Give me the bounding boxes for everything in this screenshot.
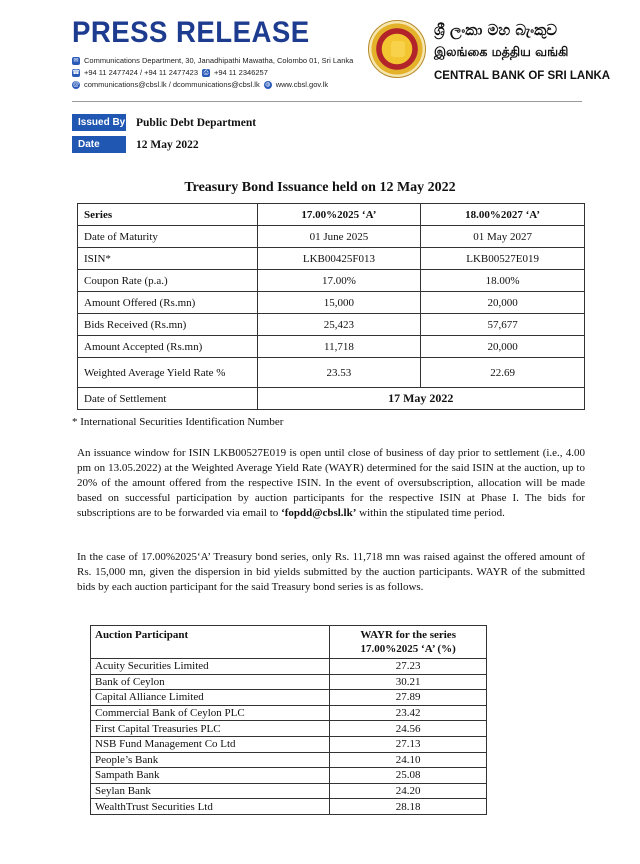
cbsl-emblem-logo — [368, 20, 426, 78]
cell-value: 18.00% — [421, 270, 585, 292]
cell-value: 22.69 — [421, 358, 585, 388]
mail-icon: ✉ — [73, 57, 79, 64]
participant-wayr: 24.10 — [330, 752, 487, 768]
phone-icon: ☎ — [72, 69, 80, 76]
fax-icon: ⎙ — [203, 69, 209, 76]
participant-wayr: 24.56 — [330, 721, 487, 737]
date-label: Date — [72, 136, 126, 153]
header-participant: Auction Participant — [91, 626, 330, 659]
cell-value: 01 May 2027 — [421, 226, 585, 248]
participant-name: NSB Fund Management Co Ltd — [91, 736, 330, 752]
cell-value: 15,000 — [257, 292, 421, 314]
participant-name: Bank of Ceylon — [91, 674, 330, 690]
issued-by-label: Issued By — [72, 114, 126, 131]
email-link[interactable]: ‘fopdd@cbsl.lk’ — [281, 506, 357, 519]
press-release-header — [0, 0, 640, 100]
bank-name-sinhala: ශ්‍රී ලංකා මහ බැංකුව — [434, 21, 558, 39]
bank-name-english: CENTRAL BANK OF SRI LANKA — [434, 70, 611, 82]
globe-icon: ◍ — [265, 81, 271, 88]
participant-name: Seylan Bank — [91, 783, 330, 799]
cell-value: 20,000 — [421, 336, 585, 358]
header-series-b: 18.00%2027 ‘A’ — [421, 204, 585, 226]
dispersion-paragraph: In the case of 17.00%2025‘A’ Treasury bond series, only Rs. 11,718 mn was raised against the offered amount of Rs. 15,000 mn, given the dispersion in bid yields submitted by the auction participants. WAYR of the submitted bids by each auction participant for the said Treasury bond series is as follows. — [77, 551, 585, 593]
settlement-label: Date of Settlement — [78, 388, 258, 410]
table-row — [91, 736, 487, 752]
header-wayr-line1: WAYR for the series — [360, 629, 456, 641]
email-text[interactable]: communications@cbsl.lk / dcommunications@cbsl.lk — [84, 80, 260, 89]
cell-value: LKB00425F013 — [257, 248, 421, 270]
participant-wayr: 25.08 — [330, 768, 487, 784]
row-label: Bids Received (Rs.mn) — [78, 314, 258, 336]
participant-wayr: 27.23 — [330, 659, 487, 675]
phone-text: +94 11 2477424 / +94 11 2477423 — [84, 68, 198, 77]
participant-wayr: 24.20 — [330, 783, 487, 799]
participant-name: People’s Bank — [91, 752, 330, 768]
issuance-table — [77, 203, 585, 410]
document-title: Treasury Bond Issuance held on 12 May 2022 — [184, 180, 456, 195]
table-row — [91, 721, 487, 737]
row-label: Coupon Rate (p.a.) — [78, 270, 258, 292]
cell-value: 23.53 — [257, 358, 421, 388]
table-row — [91, 768, 487, 784]
table-row — [78, 248, 585, 270]
participant-name: First Capital Treasuries PLC — [91, 721, 330, 737]
table-row — [91, 799, 487, 815]
participant-name: Acuity Securities Limited — [91, 659, 330, 675]
header-divider — [72, 101, 582, 102]
row-label: Amount Accepted (Rs.mn) — [78, 336, 258, 358]
cell-value: 17.00% — [257, 270, 421, 292]
paragraph-text: An issuance window for ISIN LKB00527E019 is open until close of business of day prior to settlement (i.e., 4.00 pm on 13.05.2022) at the Weighted Average Yield Rate (WAYR) determined for the said ISIN at the auction, up to 20% of the amount offered from the respective ISIN. In the event of oversubscription, allocation will be made based on successful participation by auction participants for the respective ISIN at Phase I. The bids for subscriptions are to be forwarded via email to — [77, 447, 585, 519]
press-release-title: PRESS RELEASE — [72, 16, 310, 49]
date-value: 12 May 2022 — [136, 138, 199, 151]
table-row — [91, 752, 487, 768]
website-text[interactable]: www.cbsl.gov.lk — [275, 80, 329, 89]
participant-wayr: 27.89 — [330, 690, 487, 706]
participants-header-row — [91, 626, 487, 659]
participant-name: Sampath Bank — [91, 768, 330, 784]
table-row — [91, 690, 487, 706]
row-label: Amount Offered (Rs.mn) — [78, 292, 258, 314]
participant-name: Commercial Bank of Ceylon PLC — [91, 705, 330, 721]
table-row — [78, 226, 585, 248]
paragraph-text-tail: within the stipulated time period. — [359, 506, 505, 519]
table-row — [91, 674, 487, 690]
header-wayr-line2: 17.00%2025 ‘A’ (%) — [360, 643, 456, 655]
row-label: Weighted Average Yield Rate % — [78, 358, 258, 388]
header-wayr — [330, 626, 487, 659]
settlement-date: 17 May 2022 — [257, 388, 584, 410]
at-icon: @ — [72, 81, 80, 88]
table-row — [91, 705, 487, 721]
date-row — [72, 136, 199, 153]
cell-value: 11,718 — [257, 336, 421, 358]
participant-wayr: 28.18 — [330, 799, 487, 815]
cell-value: LKB00527E019 — [421, 248, 585, 270]
participant-name: Capital Alliance Limited — [91, 690, 330, 706]
cell-value: 20,000 — [421, 292, 585, 314]
participant-wayr: 30.21 — [330, 674, 487, 690]
participants-table — [90, 625, 487, 815]
table-row — [78, 292, 585, 314]
cell-value: 57,677 — [421, 314, 585, 336]
table-row — [78, 358, 585, 388]
participant-wayr: 23.42 — [330, 705, 487, 721]
bank-name-tamil: இலங்கை மத்திய வங்கி — [434, 44, 569, 59]
settlement-row — [78, 388, 585, 410]
row-label: ISIN* — [78, 248, 258, 270]
table-header-row — [78, 204, 585, 226]
table-row — [91, 783, 487, 799]
isin-footnote: * International Securities Identification Number — [72, 416, 284, 428]
cell-value: 25,423 — [257, 314, 421, 336]
table-row — [91, 659, 487, 675]
row-label: Date of Maturity — [78, 226, 258, 248]
table-row — [78, 336, 585, 358]
fax-text: +94 11 2346257 — [214, 68, 268, 77]
cell-value: 01 June 2025 — [257, 226, 421, 248]
header-series: Series — [78, 204, 258, 226]
participant-name: WealthTrust Securities Ltd — [91, 799, 330, 815]
issued-by-value: Public Debt Department — [136, 116, 257, 129]
header-series-a: 17.00%2025 ‘A’ — [257, 204, 421, 226]
address-text: Communications Department, 30, Janadhipathi Mawatha, Colombo 01, Sri Lanka — [84, 56, 354, 65]
issued-by-row — [72, 114, 256, 131]
participant-wayr: 27.13 — [330, 736, 487, 752]
table-row — [78, 314, 585, 336]
issuance-window-paragraph — [77, 446, 585, 521]
phone-line — [72, 68, 268, 77]
address-line — [72, 56, 353, 65]
email-line — [72, 80, 328, 89]
table-row — [78, 270, 585, 292]
